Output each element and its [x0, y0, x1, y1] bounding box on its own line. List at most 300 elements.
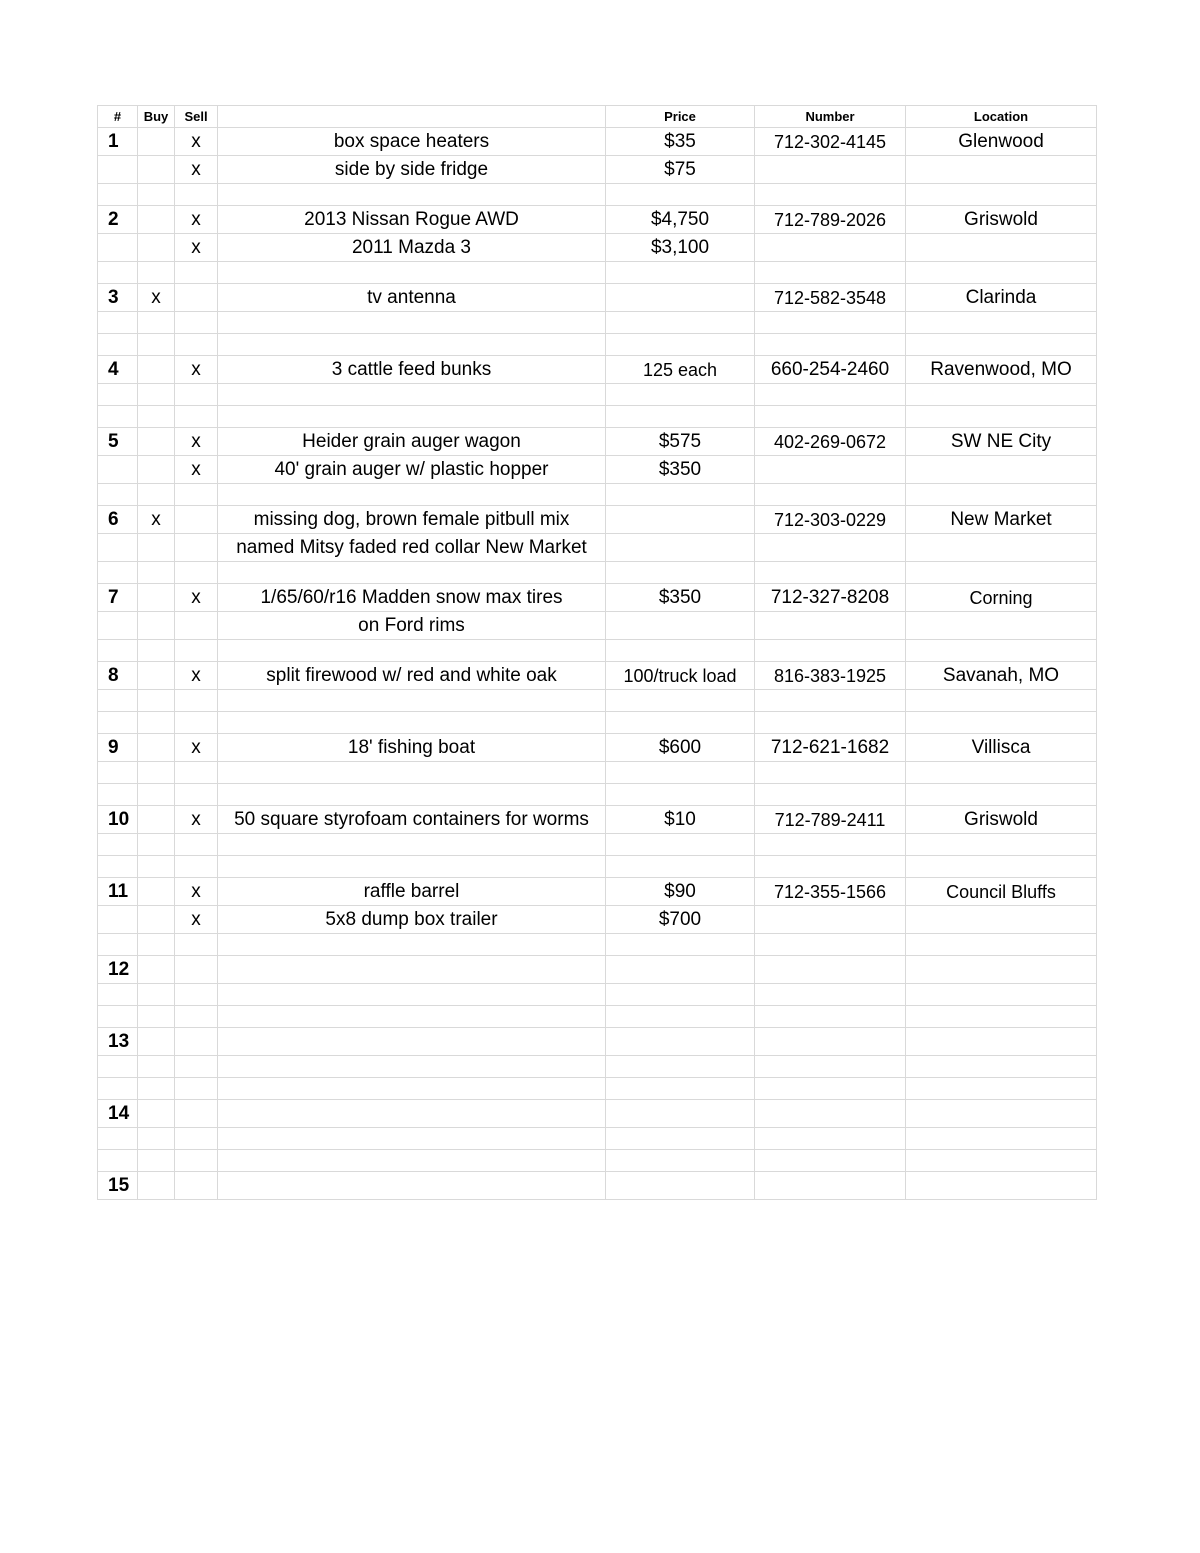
cell-item	[218, 640, 606, 662]
table-row	[98, 712, 1097, 734]
cell-buy	[138, 184, 175, 206]
cell-number	[755, 534, 906, 562]
cell-num	[98, 856, 138, 878]
table-row	[98, 428, 1097, 456]
table-row	[98, 934, 1097, 956]
cell-buy	[138, 878, 175, 906]
cell-num	[98, 484, 138, 506]
cell-price	[606, 712, 755, 734]
cell-price	[606, 640, 755, 662]
cell-price: $600	[606, 734, 755, 762]
cell-price	[606, 612, 755, 640]
cell-number	[755, 1056, 906, 1078]
cell-num: 7	[98, 584, 138, 612]
cell-number	[755, 184, 906, 206]
table-row	[98, 156, 1097, 184]
cell-item: Heider grain auger wagon	[218, 428, 606, 456]
table-row	[98, 456, 1097, 484]
cell-num	[98, 934, 138, 956]
cell-location	[906, 384, 1097, 406]
cell-item	[218, 1078, 606, 1100]
cell-number: 402-269-0672	[755, 428, 906, 456]
cell-num	[98, 1128, 138, 1150]
cell-location	[906, 312, 1097, 334]
cell-buy	[138, 690, 175, 712]
cell-buy	[138, 128, 175, 156]
cell-price: $90	[606, 878, 755, 906]
table-row	[98, 734, 1097, 762]
table-row	[98, 584, 1097, 612]
cell-price: $700	[606, 906, 755, 934]
cell-number: 712-355-1566	[755, 878, 906, 906]
cell-buy	[138, 384, 175, 406]
cell-number	[755, 984, 906, 1006]
table-row	[98, 806, 1097, 834]
cell-num	[98, 456, 138, 484]
cell-location	[906, 640, 1097, 662]
cell-sell	[175, 312, 218, 334]
cell-location	[906, 834, 1097, 856]
cell-buy	[138, 984, 175, 1006]
cell-buy	[138, 484, 175, 506]
cell-location	[906, 984, 1097, 1006]
cell-sell	[175, 834, 218, 856]
cell-buy	[138, 956, 175, 984]
cell-sell	[175, 562, 218, 584]
table-row	[98, 834, 1097, 856]
cell-sell	[175, 612, 218, 640]
cell-location: Corning	[906, 584, 1097, 612]
cell-price	[606, 834, 755, 856]
cell-item	[218, 384, 606, 406]
cell-price: 100/truck load	[606, 662, 755, 690]
cell-buy	[138, 312, 175, 334]
cell-location	[906, 1006, 1097, 1028]
cell-num	[98, 640, 138, 662]
cell-number	[755, 690, 906, 712]
cell-sell	[175, 956, 218, 984]
cell-sell	[175, 506, 218, 534]
cell-item: raffle barrel	[218, 878, 606, 906]
cell-item: 50 square styrofoam containers for worms	[218, 806, 606, 834]
cell-location: SW NE City	[906, 428, 1097, 456]
cell-item	[218, 784, 606, 806]
cell-item	[218, 1028, 606, 1056]
cell-price	[606, 484, 755, 506]
cell-number	[755, 406, 906, 428]
cell-num	[98, 1150, 138, 1172]
cell-number	[755, 384, 906, 406]
cell-price	[606, 1006, 755, 1028]
table-row	[98, 784, 1097, 806]
cell-sell	[175, 1006, 218, 1028]
table-row	[98, 128, 1097, 156]
cell-location: Griswold	[906, 806, 1097, 834]
cell-price	[606, 762, 755, 784]
cell-number: 660-254-2460	[755, 356, 906, 384]
table-row	[98, 984, 1097, 1006]
cell-buy	[138, 762, 175, 784]
cell-num	[98, 762, 138, 784]
cell-buy	[138, 1150, 175, 1172]
cell-number	[755, 1100, 906, 1128]
cell-item	[218, 934, 606, 956]
cell-price: $75	[606, 156, 755, 184]
header-sell: Sell	[175, 106, 218, 128]
table-row	[98, 1100, 1097, 1128]
cell-sell: x	[175, 234, 218, 262]
table-row	[98, 856, 1097, 878]
cell-item: on Ford rims	[218, 612, 606, 640]
cell-number	[755, 312, 906, 334]
cell-sell	[175, 856, 218, 878]
cell-item	[218, 762, 606, 784]
cell-location	[906, 906, 1097, 934]
table-row	[98, 690, 1097, 712]
cell-item	[218, 712, 606, 734]
cell-sell: x	[175, 456, 218, 484]
cell-sell	[175, 1056, 218, 1078]
cell-sell: x	[175, 806, 218, 834]
cell-num: 12	[98, 956, 138, 984]
cell-buy	[138, 906, 175, 934]
cell-num: 14	[98, 1100, 138, 1128]
cell-price: $350	[606, 584, 755, 612]
cell-num: 4	[98, 356, 138, 384]
cell-number	[755, 562, 906, 584]
cell-number	[755, 612, 906, 640]
cell-num: 1	[98, 128, 138, 156]
cell-item	[218, 834, 606, 856]
table-row	[98, 562, 1097, 584]
header-location: Location	[906, 106, 1097, 128]
cell-item: 3 cattle feed bunks	[218, 356, 606, 384]
cell-number	[755, 762, 906, 784]
cell-buy	[138, 806, 175, 834]
cell-number	[755, 1078, 906, 1100]
cell-sell	[175, 762, 218, 784]
cell-price	[606, 690, 755, 712]
cell-location	[906, 184, 1097, 206]
cell-location: Savanah, MO	[906, 662, 1097, 690]
cell-buy	[138, 156, 175, 184]
header-buy: Buy	[138, 106, 175, 128]
cell-sell	[175, 1128, 218, 1150]
cell-item	[218, 1150, 606, 1172]
cell-sell: x	[175, 356, 218, 384]
cell-num: 2	[98, 206, 138, 234]
cell-location	[906, 1128, 1097, 1150]
table-row	[98, 1172, 1097, 1200]
cell-item	[218, 312, 606, 334]
cell-price	[606, 506, 755, 534]
cell-num	[98, 234, 138, 262]
table-row	[98, 906, 1097, 934]
cell-price	[606, 1150, 755, 1172]
cell-price	[606, 856, 755, 878]
cell-location	[906, 690, 1097, 712]
cell-item: tv antenna	[218, 284, 606, 312]
table-row	[98, 356, 1097, 384]
cell-number	[755, 784, 906, 806]
cell-buy	[138, 334, 175, 356]
cell-location: Glenwood	[906, 128, 1097, 156]
cell-num: 3	[98, 284, 138, 312]
table-row	[98, 384, 1097, 406]
cell-price	[606, 1172, 755, 1200]
cell-buy	[138, 428, 175, 456]
cell-price	[606, 956, 755, 984]
cell-location	[906, 956, 1097, 984]
table-row	[98, 534, 1097, 562]
cell-price	[606, 1128, 755, 1150]
table-row	[98, 612, 1097, 640]
cell-location	[906, 1078, 1097, 1100]
cell-number	[755, 1128, 906, 1150]
cell-sell: x	[175, 584, 218, 612]
cell-number: 712-582-3548	[755, 284, 906, 312]
cell-number: 712-789-2411	[755, 806, 906, 834]
cell-location	[906, 762, 1097, 784]
cell-item: 2013 Nissan Rogue AWD	[218, 206, 606, 234]
cell-number: 712-303-0229	[755, 506, 906, 534]
cell-item	[218, 956, 606, 984]
cell-num	[98, 984, 138, 1006]
cell-location	[906, 156, 1097, 184]
cell-number	[755, 906, 906, 934]
cell-number	[755, 956, 906, 984]
cell-number	[755, 640, 906, 662]
cell-sell: x	[175, 128, 218, 156]
cell-location	[906, 1056, 1097, 1078]
classifieds-table	[97, 105, 1097, 1200]
cell-buy	[138, 584, 175, 612]
cell-num: 15	[98, 1172, 138, 1200]
cell-price	[606, 1028, 755, 1056]
cell-sell	[175, 934, 218, 956]
cell-num	[98, 334, 138, 356]
cell-num	[98, 184, 138, 206]
table-row	[98, 1150, 1097, 1172]
cell-num: 9	[98, 734, 138, 762]
cell-sell: x	[175, 206, 218, 234]
cell-location	[906, 1028, 1097, 1056]
cell-location	[906, 456, 1097, 484]
header-item	[218, 106, 606, 128]
table-row	[98, 956, 1097, 984]
cell-num	[98, 262, 138, 284]
cell-sell: x	[175, 734, 218, 762]
cell-number	[755, 234, 906, 262]
cell-buy	[138, 834, 175, 856]
cell-buy	[138, 456, 175, 484]
table-row	[98, 184, 1097, 206]
cell-sell	[175, 384, 218, 406]
cell-location	[906, 934, 1097, 956]
cell-price	[606, 284, 755, 312]
cell-item: split firewood w/ red and white oak	[218, 662, 606, 690]
cell-num	[98, 1056, 138, 1078]
cell-buy	[138, 262, 175, 284]
cell-num	[98, 406, 138, 428]
cell-buy: x	[138, 506, 175, 534]
cell-item	[218, 984, 606, 1006]
cell-location: New Market	[906, 506, 1097, 534]
cell-num	[98, 784, 138, 806]
cell-item: side by side fridge	[218, 156, 606, 184]
cell-number	[755, 1028, 906, 1056]
cell-buy	[138, 1078, 175, 1100]
table-row	[98, 1128, 1097, 1150]
cell-num	[98, 834, 138, 856]
cell-sell: x	[175, 156, 218, 184]
cell-location	[906, 234, 1097, 262]
cell-number	[755, 712, 906, 734]
table-row	[98, 1006, 1097, 1028]
cell-sell	[175, 262, 218, 284]
cell-buy	[138, 856, 175, 878]
cell-price	[606, 562, 755, 584]
cell-item: box space heaters	[218, 128, 606, 156]
cell-number	[755, 156, 906, 184]
cell-number: 816-383-1925	[755, 662, 906, 690]
cell-price	[606, 334, 755, 356]
cell-price	[606, 1100, 755, 1128]
header-number: Number	[755, 106, 906, 128]
cell-location: Ravenwood, MO	[906, 356, 1097, 384]
table-row	[98, 1078, 1097, 1100]
header-price: Price	[606, 106, 755, 128]
cell-item	[218, 1128, 606, 1150]
cell-buy	[138, 562, 175, 584]
cell-price	[606, 1078, 755, 1100]
cell-location	[906, 484, 1097, 506]
table-row	[98, 662, 1097, 690]
cell-buy	[138, 534, 175, 562]
cell-item	[218, 1056, 606, 1078]
cell-number	[755, 1006, 906, 1028]
cell-item: missing dog, brown female pitbull mix	[218, 506, 606, 534]
cell-location: Clarinda	[906, 284, 1097, 312]
cell-sell	[175, 1028, 218, 1056]
cell-location	[906, 1150, 1097, 1172]
cell-num	[98, 1006, 138, 1028]
cell-item	[218, 690, 606, 712]
cell-num	[98, 612, 138, 640]
cell-item	[218, 406, 606, 428]
cell-sell	[175, 1078, 218, 1100]
cell-num: 10	[98, 806, 138, 834]
cell-item: 1/65/60/r16 Madden snow max tires	[218, 584, 606, 612]
cell-location	[906, 784, 1097, 806]
cell-sell	[175, 284, 218, 312]
cell-num: 6	[98, 506, 138, 534]
cell-item	[218, 334, 606, 356]
cell-item	[218, 1100, 606, 1128]
cell-buy	[138, 934, 175, 956]
cell-sell	[175, 534, 218, 562]
cell-sell: x	[175, 878, 218, 906]
cell-item: 18' fishing boat	[218, 734, 606, 762]
cell-num: 8	[98, 662, 138, 690]
cell-sell	[175, 484, 218, 506]
table-row	[98, 234, 1097, 262]
cell-sell: x	[175, 906, 218, 934]
cell-number	[755, 856, 906, 878]
cell-item	[218, 262, 606, 284]
cell-location	[906, 1100, 1097, 1128]
cell-sell	[175, 406, 218, 428]
cell-number	[755, 1150, 906, 1172]
cell-item: named Mitsy faded red collar New Market	[218, 534, 606, 562]
cell-buy	[138, 1006, 175, 1028]
cell-num	[98, 1078, 138, 1100]
cell-location	[906, 334, 1097, 356]
cell-buy	[138, 356, 175, 384]
cell-sell	[175, 690, 218, 712]
table-row	[98, 762, 1097, 784]
cell-location: Council Bluffs	[906, 878, 1097, 906]
cell-location	[906, 262, 1097, 284]
cell-buy	[138, 1100, 175, 1128]
cell-item: 5x8 dump box trailer	[218, 906, 606, 934]
cell-price	[606, 784, 755, 806]
cell-buy	[138, 734, 175, 762]
cell-sell	[175, 1150, 218, 1172]
cell-price: $350	[606, 456, 755, 484]
cell-location: Villisca	[906, 734, 1097, 762]
cell-num: 5	[98, 428, 138, 456]
table-row	[98, 1056, 1097, 1078]
cell-price: $4,750	[606, 206, 755, 234]
table-row	[98, 484, 1097, 506]
table-row	[98, 506, 1097, 534]
table-row	[98, 334, 1097, 356]
cell-sell	[175, 334, 218, 356]
header-row	[98, 106, 1097, 128]
table-row	[98, 262, 1097, 284]
cell-number: 712-302-4145	[755, 128, 906, 156]
cell-price: 125 each	[606, 356, 755, 384]
cell-buy	[138, 234, 175, 262]
cell-number	[755, 334, 906, 356]
cell-item: 40' grain auger w/ plastic hopper	[218, 456, 606, 484]
cell-price	[606, 1056, 755, 1078]
cell-price: $10	[606, 806, 755, 834]
cell-location	[906, 856, 1097, 878]
cell-location	[906, 562, 1097, 584]
cell-num	[98, 534, 138, 562]
cell-num: 13	[98, 1028, 138, 1056]
cell-number: 712-327-8208	[755, 584, 906, 612]
cell-price	[606, 312, 755, 334]
cell-sell	[175, 640, 218, 662]
cell-buy	[138, 612, 175, 640]
cell-sell: x	[175, 662, 218, 690]
cell-location	[906, 406, 1097, 428]
cell-num	[98, 690, 138, 712]
cell-price	[606, 184, 755, 206]
table-row	[98, 1028, 1097, 1056]
table-row	[98, 284, 1097, 312]
cell-number	[755, 262, 906, 284]
cell-sell: x	[175, 428, 218, 456]
cell-num	[98, 906, 138, 934]
cell-buy	[138, 640, 175, 662]
cell-buy	[138, 1172, 175, 1200]
cell-item	[218, 1006, 606, 1028]
cell-price	[606, 934, 755, 956]
